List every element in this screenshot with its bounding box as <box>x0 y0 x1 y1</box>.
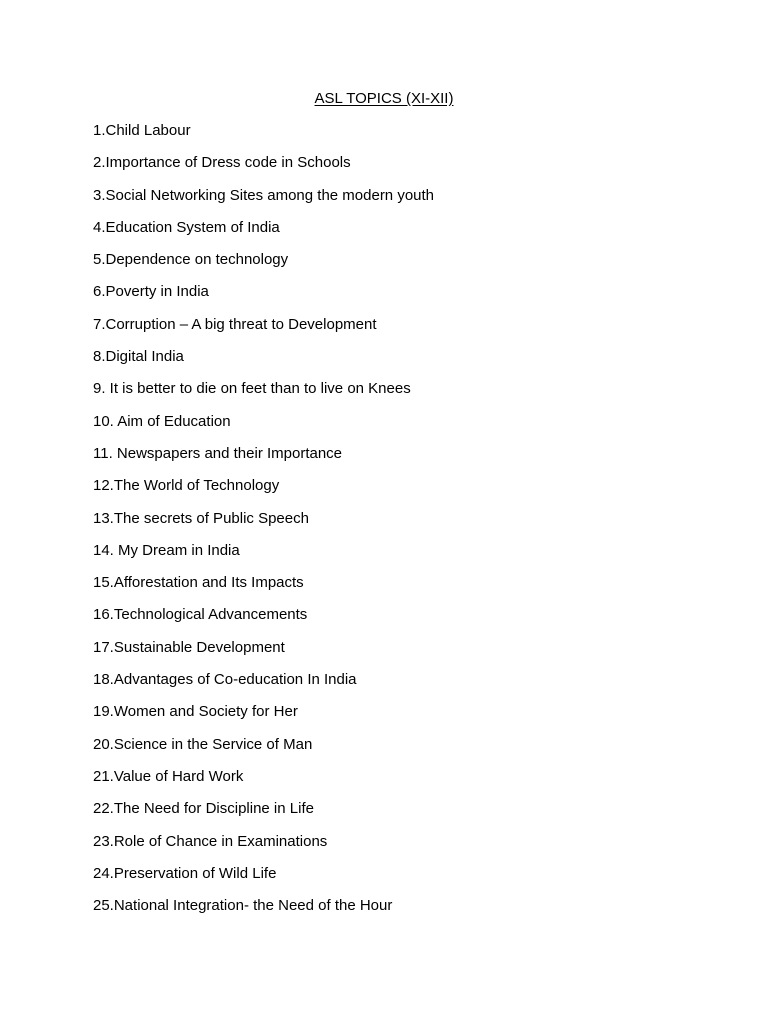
topic-item: 17.Sustainable Development <box>93 638 285 656</box>
topic-item: 10. Aim of Education <box>93 412 231 430</box>
topic-item: 11. Newspapers and their Importance <box>93 444 343 462</box>
topic-item: 3.Social Networking Sites among the modern youth <box>93 186 435 204</box>
topic-item: 15.Afforestation and Its Impacts <box>93 574 304 592</box>
topic-list <box>93 120 434 927</box>
topic-item: 20.Science in the Service of Man <box>93 735 313 753</box>
topic-item: 9. It is better to die on feet than to live on Knees <box>93 380 411 398</box>
topic-item: 8.Digital India <box>93 348 184 366</box>
topic-item: 7.Corruption – A big threat to Development <box>93 315 377 333</box>
topic-item: 25.National Integration- the Need of the Hour <box>93 897 393 915</box>
topic-item: 13.The secrets of Public Speech <box>93 509 309 527</box>
topic-item: 12.The World of Technology <box>93 477 280 495</box>
topic-item: 14. My Dream in India <box>93 541 240 559</box>
topic-item: 4.Education System of India <box>93 218 280 236</box>
topic-item: 2.Importance of Dress code in Schools <box>93 154 351 172</box>
topic-item: 16.Technological Advancements <box>93 606 308 624</box>
topic-item: 23.Role of Chance in Examinations <box>93 832 328 850</box>
topic-item: 19.Women and Society for Her <box>93 703 298 721</box>
topic-item: 22.The Need for Discipline in Life <box>93 800 314 818</box>
topic-item: 21.Value of Hard Work <box>93 767 244 785</box>
document-title: ASL TOPICS (XI-XII) <box>314 90 454 107</box>
topic-item: 18.Advantages of Co-education In India <box>93 671 357 689</box>
topic-item: 5.Dependence on technology <box>93 251 289 269</box>
topic-item: 6.Poverty in India <box>93 283 209 301</box>
topic-item: 24.Preservation of Wild Life <box>93 864 277 882</box>
topic-item: 1.Child Labour <box>93 122 191 139</box>
